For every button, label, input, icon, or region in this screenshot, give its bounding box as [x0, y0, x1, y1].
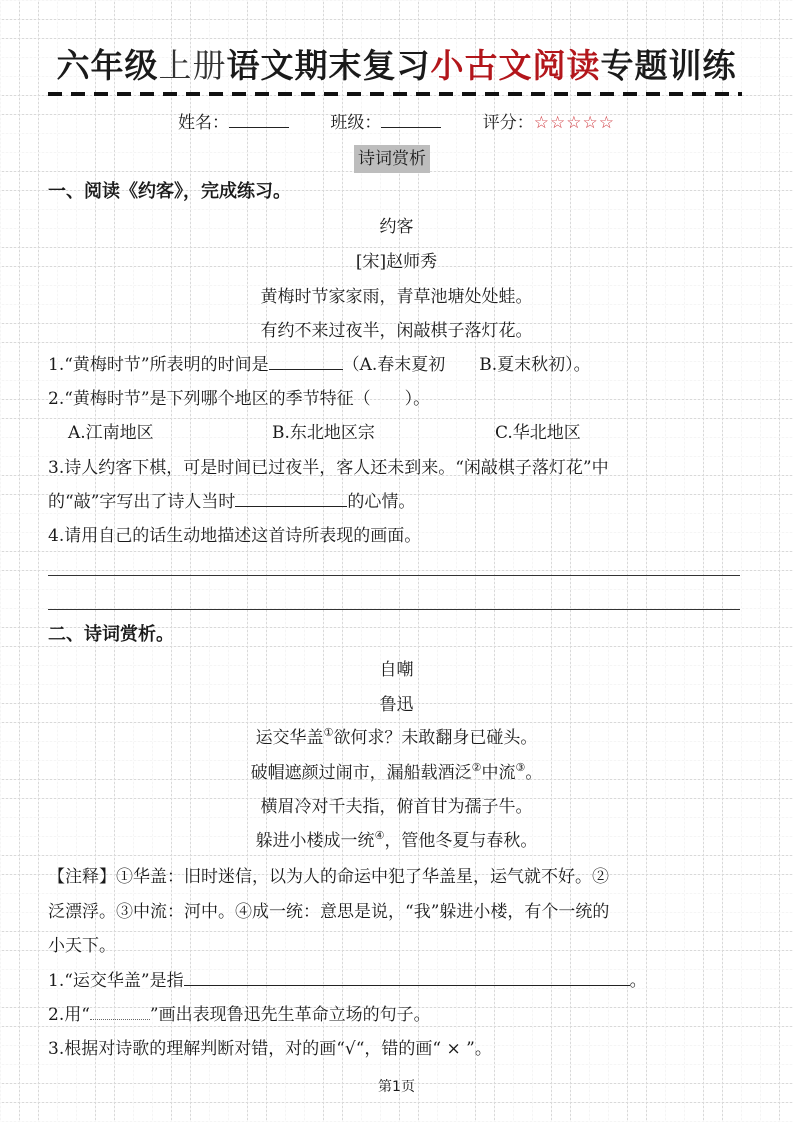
title-subject: 语文期末复习	[226, 46, 431, 85]
poem2-line-4-b: ，管他冬夏与春秋。	[384, 831, 538, 851]
poem2-line-3: 横眉冷对千夫指，俯首甘为孺子牛。	[260, 797, 533, 817]
s2-question-1	[48, 966, 647, 991]
s1-q1-blank[interactable]	[269, 355, 343, 370]
poem2-line-2	[0, 758, 793, 783]
notes-line-1: 【注释】①华盖：旧时迷信，以为人的命运中犯了华盖星，运气就不好。②	[48, 867, 609, 887]
class-blank[interactable]	[381, 113, 441, 128]
s1-q2-option-b: B.东北地区宗	[272, 423, 375, 443]
poem1-title: 约客	[379, 217, 414, 237]
wavy-underline-sample	[90, 1005, 150, 1020]
footnote-marker-1: ①	[323, 726, 334, 739]
s2-question-2	[48, 1000, 431, 1025]
class-field	[330, 108, 441, 133]
title-volume: 上册	[158, 46, 227, 85]
s1-q3-suffix: 的心情。	[347, 492, 416, 512]
class-label: 班级：	[330, 113, 382, 133]
notes-line-2: 泛漂浮。③中流：河中。④成一统：意思是说，“我”躲进小楼，有个一统的	[48, 902, 610, 922]
s1-q3-blank[interactable]	[235, 492, 347, 507]
s1-q1-text: 1.“黄梅时节”所表明的时间是	[48, 355, 269, 375]
poem2-line-1-b: 欲何求？未敢翻身已碰头。	[333, 728, 538, 748]
s1-q2-option-c: C.华北地区	[495, 423, 581, 443]
poem1-author: [宋]赵师秀	[355, 252, 438, 272]
s1-question-3-line2	[48, 487, 415, 512]
s2-q1-blank[interactable]	[184, 971, 630, 986]
star-rating-icon: ☆☆☆☆☆	[533, 113, 615, 133]
poem1-line-1: 黄梅时节家家雨，青草池塘处处蛙。	[260, 287, 533, 307]
title-topic-highlight: 小古文阅读	[430, 46, 601, 85]
poem2-line-2-c: 。	[525, 763, 543, 783]
title-grade: 六年级	[56, 46, 159, 85]
s1-answer-line-2[interactable]	[48, 609, 740, 610]
s2-q1-suffix: 。	[629, 971, 647, 991]
section-badge: 诗词赏析	[354, 145, 430, 173]
title-training: 专题训练	[600, 46, 737, 85]
section1-heading: 一、阅读《约客》，完成练习。	[48, 181, 291, 202]
footnote-marker-3: ③	[515, 761, 526, 774]
poem2-author: 鲁迅	[379, 695, 414, 715]
name-label: 姓名：	[177, 113, 229, 133]
s2-q2-text: 2.用“	[48, 1005, 90, 1025]
poem2-line-4-a: 躲进小楼成一统	[255, 831, 375, 851]
s1-question-1	[48, 350, 591, 375]
s2-q2-suffix: ”画出表现鲁迅先生革命立场的句子。	[149, 1005, 431, 1025]
student-info-row	[0, 108, 793, 133]
footnote-marker-2: ②	[471, 761, 482, 774]
poem2-line-1-a: 运交华盖	[255, 728, 324, 748]
poem2-line-4	[0, 826, 793, 851]
s1-question-3-line1: 3.诗人约客下棋，可是时间已过夜半，客人还未到来。“闲敲棋子落灯花”中	[48, 458, 609, 478]
s1-answer-line-1[interactable]	[48, 575, 740, 576]
score-label: 评分：	[482, 113, 534, 133]
name-blank[interactable]	[229, 113, 289, 128]
s2-q1-text: 1.“运交华盖”是指	[48, 971, 184, 991]
poem2-line-1	[0, 723, 793, 748]
s1-q3-text: 的“敲”字写出了诗人当时	[48, 492, 236, 512]
s2-question-3: 3.根据对诗歌的理解判断对错，对的画“√“，错的画“ × ”。	[48, 1039, 492, 1059]
dashed-divider	[48, 92, 742, 96]
footnote-marker-4: ④	[374, 829, 385, 842]
page-number: 第1页	[378, 1079, 415, 1095]
section2-heading: 二、诗词赏析。	[48, 624, 174, 645]
page-title	[0, 40, 793, 87]
name-field	[178, 108, 289, 133]
s1-q2-option-a: A.江南地区	[68, 423, 154, 443]
notes-line-3: 小天下。	[48, 936, 116, 956]
poem2-line-2-a: 破帽遮颜过闹市，漏船载酒泛	[250, 763, 472, 783]
s1-q1-options: （A.春末夏初 B.夏末秋初）。	[342, 355, 591, 375]
score-field	[483, 108, 615, 133]
poem1-line-2: 有约不来过夜半，闲敲棋子落灯花。	[260, 321, 533, 341]
poem2-title: 自嘲	[379, 660, 414, 680]
s1-question-4: 4.请用自己的话生动地描述这首诗所表现的画面。	[48, 526, 422, 546]
s1-question-2: 2.“黄梅时节”是下列哪个地区的季节特征（ ）。	[48, 389, 431, 409]
poem2-line-2-b: 中流	[481, 763, 516, 783]
